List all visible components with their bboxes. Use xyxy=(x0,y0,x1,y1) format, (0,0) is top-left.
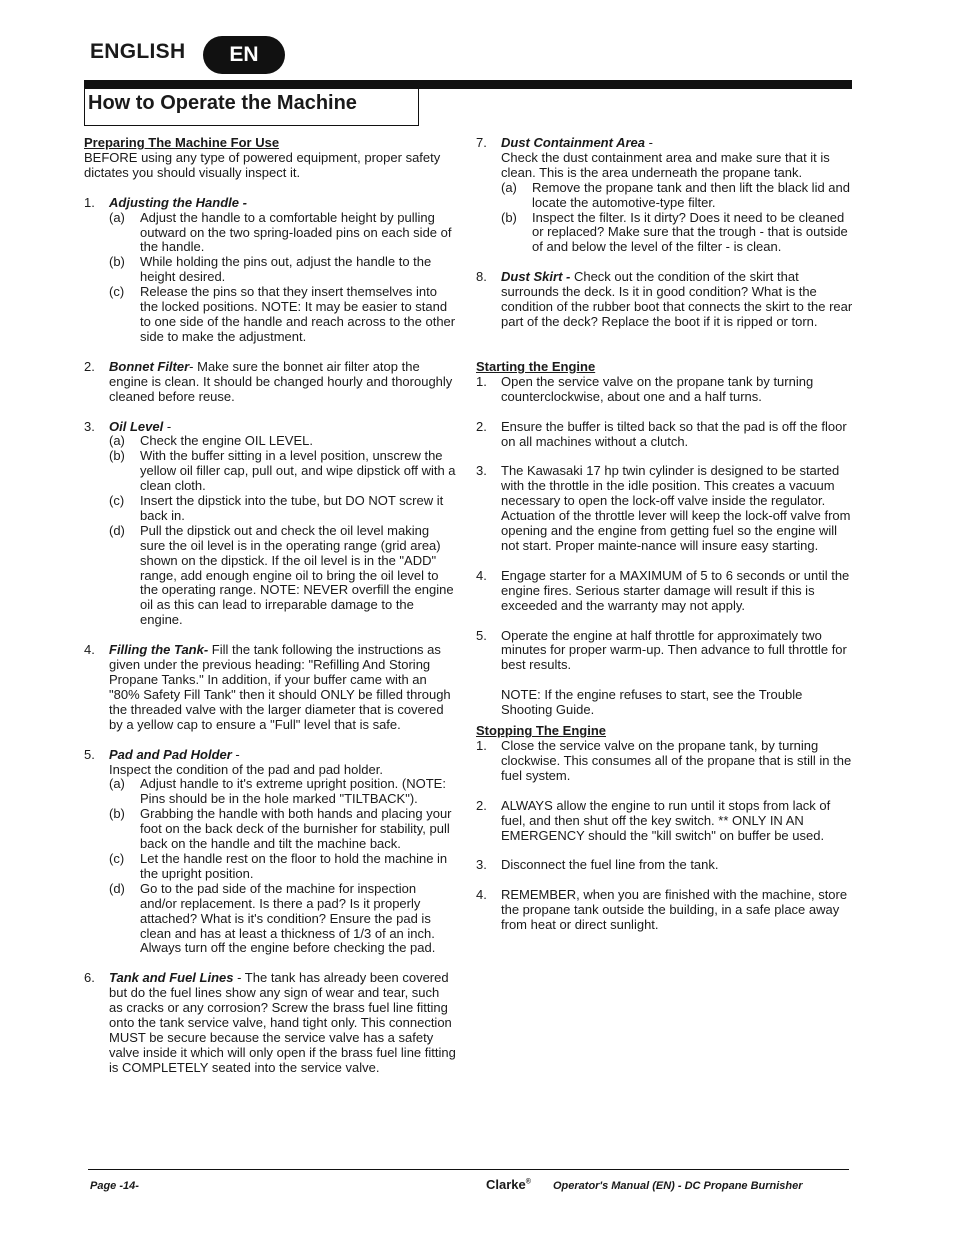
sub-item-text: Remove the propane tank and then lift the black lid and locate the automotive-type filter. xyxy=(532,179,850,210)
item-text: Ensure the buffer is tilted back so that the pad is off the floor xyxy=(501,418,847,434)
item-text: Close the service valve on the propane tank, by turning clockwise. This consumes all of the propane that is still in the fuel system. xyxy=(501,738,852,783)
item-text: Check out the condition of the skirt that surrounds the deck. Is it in good condition? What is the condition of the rubber boot that connects the skirt to the rear part of the deck? Replace the boot if it is ripped or torn. xyxy=(501,269,853,329)
sub-item xyxy=(109,852,456,882)
list-item xyxy=(476,270,854,330)
list-item xyxy=(476,888,854,933)
item-intro: Check the dust containment area and make sure that it is clean. This is the area underneath the propane tank. xyxy=(501,149,830,180)
starting-heading: Starting the Engine xyxy=(476,358,596,374)
section-title: How to Operate the Machine xyxy=(88,92,357,114)
list-item xyxy=(84,196,456,345)
sub-item-text: Release the pins so that they insert themselves into the locked positions. NOTE: It may be easier to stand to one side of the handle and reach across to the other side to make the adjustment. xyxy=(140,284,456,344)
preparing-heading: Preparing The Machine For Use xyxy=(84,135,280,150)
item-intro: Inspect the condition of the pad and pad holder. xyxy=(109,761,383,777)
list-item xyxy=(84,360,456,405)
right-column xyxy=(476,136,854,933)
item-text: - xyxy=(644,135,653,150)
list-item xyxy=(84,643,456,732)
sub-item-text: Grabbing the handle with both hands and placing your foot on the back deck of the burnisher for stability, pull back on the handle and tilt the machine back. xyxy=(140,806,452,852)
item-number: 3. xyxy=(476,463,487,479)
item-number: 2. xyxy=(84,358,95,374)
item-number: 2. xyxy=(476,797,487,813)
sub-item xyxy=(109,255,456,285)
brand-text: Clarke xyxy=(486,1177,526,1192)
stopping-heading: Stopping The Engine xyxy=(476,723,606,739)
item-title: Bonnet Filter xyxy=(109,358,190,374)
sub-item-label: (b) xyxy=(109,448,125,464)
sub-item xyxy=(109,807,456,852)
item-text: Disconnect the fuel line from the tank. xyxy=(501,857,719,873)
list-item xyxy=(476,375,854,405)
item-number: 2. xyxy=(476,418,487,434)
sub-item-text: Let the handle rest on the floor to hold the machine in the upright position. xyxy=(140,850,448,881)
list-item xyxy=(476,858,854,873)
page-number: Page -14- xyxy=(90,1180,139,1192)
item-title: Filling the Tank- xyxy=(109,642,209,658)
list-item xyxy=(476,629,854,719)
sub-item-text: Pull the dipstick out and check the oil level making sure the oil level is in the operating range (grid area) shown on the dipstick. If the oil level is in the "ADD" range, add enough engine oil to bring the oil level to the operating range. NOTE: NEVER overfill the engine oil as this can lead to irreparable damage to the engine. xyxy=(140,522,454,628)
item-number: 3. xyxy=(84,418,95,434)
sub-item-text: Adjust handle to it's extreme upright position. (NOTE: Pins should be in the hole marked "TILTBACK"). xyxy=(140,776,446,807)
sub-item xyxy=(109,777,456,807)
sub-item xyxy=(109,434,456,449)
list-item xyxy=(84,748,456,957)
sub-item xyxy=(109,882,456,957)
list-item xyxy=(476,420,854,450)
preparing-intro: BEFORE using any type of powered equipment, proper safety dictates you should visually inspect it. xyxy=(84,149,441,180)
sub-item-label: (d) xyxy=(109,522,125,538)
list-item xyxy=(476,136,854,255)
item-number: 5. xyxy=(476,627,487,643)
sub-item-text: While holding the pins out, adjust the handle to the height desired. xyxy=(140,254,432,285)
item-number: 4. xyxy=(476,887,487,903)
item-text: The Kawasaki 17 hp twin cylinder is designed to be started with the throttle in the idle position. This creates a vacuum necessary to open the lock-off valve inside the regulator. Actuation of the throttle lever will keep the lock-off valve from opening and the engine from getting fuel so the engine will not start. Proper mainte-nance will insure easy starting. xyxy=(501,463,851,553)
item-title: Dust Skirt - xyxy=(501,269,571,285)
sub-item-text: Adjust the handle to a comfortable height by pulling outward on the two spring-loaded pins on each side of the handle. xyxy=(140,209,452,255)
item-number: 1. xyxy=(84,194,95,210)
item-text: Engage starter for a MAXIMUM of 5 to 6 seconds or until the engine fires. Serious starter damage will result if this is exceeded and the warranty may not apply. xyxy=(501,567,850,613)
footer-rule xyxy=(88,1169,849,1170)
sub-item-text: Check the engine OIL LEVEL. xyxy=(140,433,313,449)
sub-item-label: (a) xyxy=(501,179,517,195)
item-note: NOTE: If the engine refuses to start, see the Trouble Shooting Guide. xyxy=(501,687,803,718)
sub-item xyxy=(109,211,456,256)
item-title: Pad and Pad Holder xyxy=(109,746,232,762)
list-item xyxy=(476,799,854,844)
sub-item xyxy=(109,494,456,524)
sub-item-text: Insert the dipstick into the tube, but DO NOT screw it back in. xyxy=(140,493,444,523)
item-number: 7. xyxy=(476,135,487,150)
registered-mark: ® xyxy=(525,1178,531,1186)
list-item xyxy=(476,464,854,553)
language-code-badge: EN xyxy=(203,36,285,74)
language-title: ENGLISH xyxy=(90,40,186,63)
sub-item-label: (b) xyxy=(501,209,517,225)
item-text: Open the service valve on the propane tank by turning counterclockwise, about one and a half turns. xyxy=(501,373,814,404)
sub-item-label: (b) xyxy=(109,806,125,822)
item-text: - The tank has already been covered but do the fuel lines show any sign of wear and tear, such as cracks or any corrosion? Screw the brass fuel line fitting onto the tank service valve, hand tight only. This connection MUST be secure because the service valve has a safety valve inside it which will only open if the brass fuel line fitting is COMPLETELY seated into the service valve. xyxy=(109,970,456,1075)
list-item xyxy=(476,569,854,614)
item-number: 8. xyxy=(476,269,487,285)
item-title: Tank and Fuel Lines xyxy=(109,970,234,986)
item-number: 4. xyxy=(84,642,95,658)
sub-item-label: (a) xyxy=(109,209,125,225)
sub-item-label: (a) xyxy=(109,776,125,792)
sub-item-label: (b) xyxy=(109,254,125,270)
item-number: 1. xyxy=(476,738,487,753)
sub-item-label: (c) xyxy=(109,493,125,509)
item-title: Dust Containment Area xyxy=(501,135,645,150)
sub-item-label: (d) xyxy=(109,880,125,896)
sub-item xyxy=(109,285,456,345)
item-text: Operate the engine at half throttle for approximately two minutes for proper warm-up. Then advance to full throttle for best results. xyxy=(501,627,847,673)
brand-name xyxy=(486,1177,531,1192)
sub-item-label: (a) xyxy=(109,433,125,449)
manual-title: Operator's Manual (EN) - DC Propane Burnisher xyxy=(553,1180,803,1192)
list-item xyxy=(84,971,456,1075)
sub-item-label: (c) xyxy=(109,850,125,866)
sub-item-label: (c) xyxy=(109,284,125,300)
item-text: REMEMBER, when you are finished with the machine, store the propane tank outside the building, in a safe place away from heat or direct sunlight. xyxy=(501,887,848,933)
sub-item xyxy=(109,449,456,494)
sub-item xyxy=(501,181,854,211)
list-item xyxy=(84,420,456,629)
item-number: 5. xyxy=(84,746,95,762)
item-number: 1. xyxy=(476,373,487,389)
sub-item-text: Inspect the filter. Is it dirty? Does it need to be cleaned or replaced? Make sure that the trough - that is outside of and below the level of the filter - is clean. xyxy=(532,209,848,255)
list-item xyxy=(476,739,854,784)
item-text: - Make sure the bonnet air filter atop the engine is clean. It should be changed hourly and thoroughly cleaned before reuse. xyxy=(109,358,453,404)
item-text: - xyxy=(231,746,240,762)
item-text: Fill the tank following the instructions as given under the previous heading: "Refilling And Storing Propane Tanks." In addition, if your buffer came with an "80% Safety Fill Tank" then it should ONLY be filled through the threaded valve with the larger diameter that is covered by a yellow cap to ensure a "Full" level that is safe. xyxy=(109,642,451,732)
sub-item xyxy=(501,211,854,256)
item-number: 4. xyxy=(476,567,487,583)
item-number: 6. xyxy=(84,970,95,986)
sub-item-text: Go to the pad side of the machine for inspection and/or replacement. Is there a pad? Is it properly attached? What is it's condition? Ensure the pad is clean and has at least a thickness of 1/3 of an inch. Always turn off the engine before checking the pad. xyxy=(140,880,436,956)
item-title: Oil Level xyxy=(109,418,164,434)
sub-item xyxy=(109,524,456,628)
item-number: 3. xyxy=(476,857,487,873)
left-column xyxy=(84,136,456,1076)
item-title: Adjusting the Handle - xyxy=(109,194,247,210)
item-text: - xyxy=(163,418,172,434)
sub-item-text: With the buffer sitting in a level position, unscrew the yellow oil filler cap, pull out, and wipe dipstick off with a clean cloth. xyxy=(140,448,456,494)
item-text-continued: on all machines without a clutch. xyxy=(501,433,689,449)
item-text: ALWAYS allow the engine to run until it stops from lack of fuel, and then shut off the key switch. ** ONLY IN AN EMERGENCY should the "kill switch" on buffer be used. xyxy=(501,797,831,843)
